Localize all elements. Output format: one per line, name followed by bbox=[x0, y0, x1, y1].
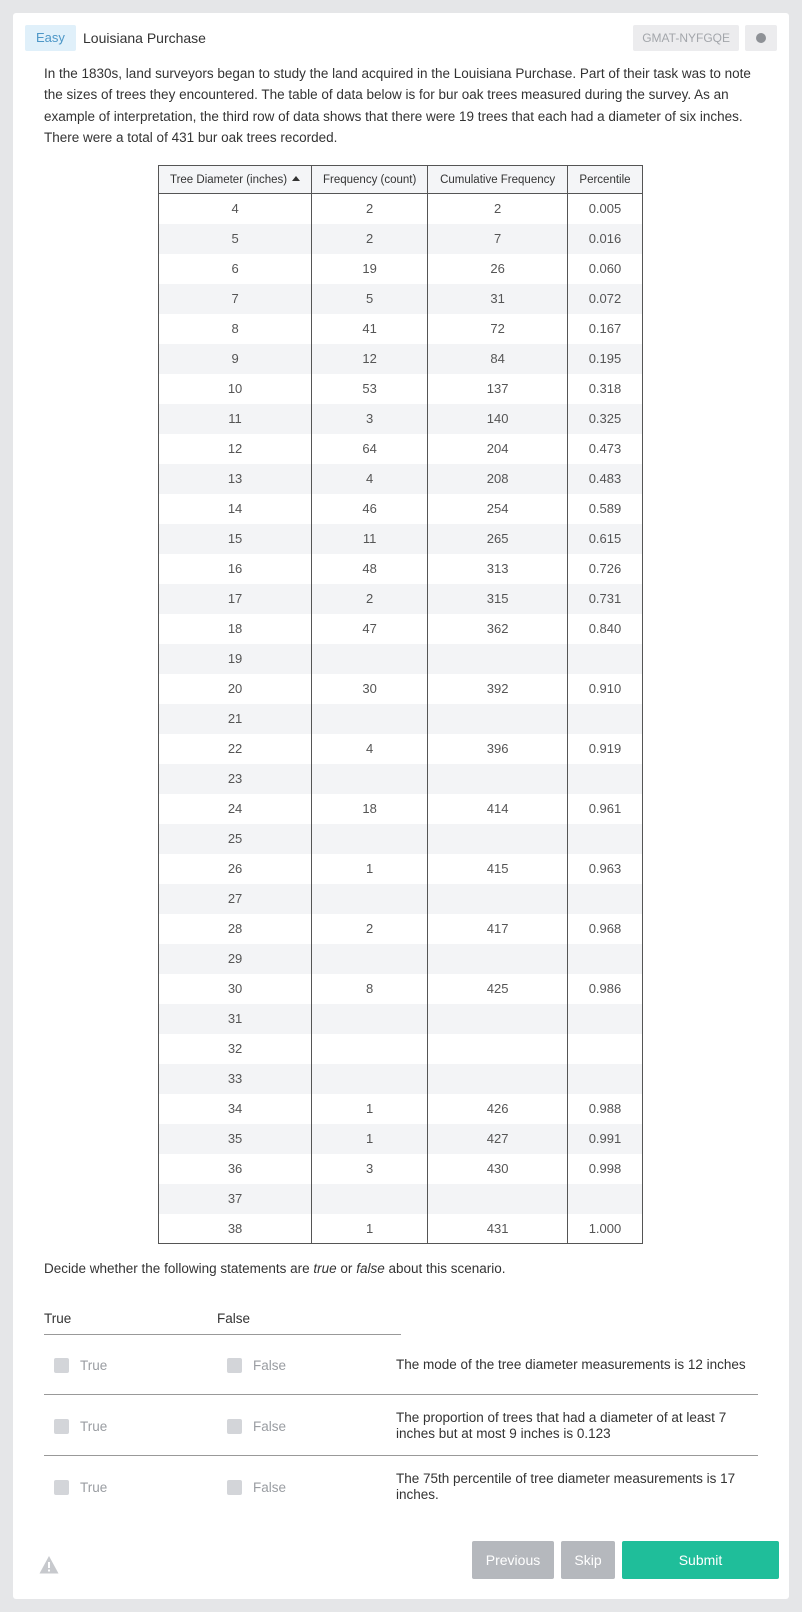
cell-frequency: 19 bbox=[312, 254, 428, 284]
cell-percentile: 0.016 bbox=[567, 224, 642, 254]
table-row bbox=[159, 794, 643, 824]
cell-percentile bbox=[567, 824, 642, 854]
cell-frequency: 1 bbox=[312, 854, 428, 884]
cell-diameter: 37 bbox=[159, 1184, 312, 1214]
cell-cumulative: 315 bbox=[428, 584, 568, 614]
cell-diameter: 19 bbox=[159, 644, 312, 674]
column-header-percentile[interactable]: Percentile bbox=[567, 166, 642, 194]
true-checkbox[interactable] bbox=[54, 1358, 69, 1373]
cell-diameter: 34 bbox=[159, 1094, 312, 1124]
cell-diameter: 27 bbox=[159, 884, 312, 914]
cell-cumulative bbox=[428, 704, 568, 734]
cell-diameter: 9 bbox=[159, 344, 312, 374]
sort-ascending-icon bbox=[292, 176, 300, 181]
cell-diameter: 29 bbox=[159, 944, 312, 974]
cell-percentile: 0.986 bbox=[567, 974, 642, 1004]
false-option[interactable]: False bbox=[227, 1335, 286, 1395]
false-checkbox[interactable] bbox=[227, 1419, 242, 1434]
cell-cumulative bbox=[428, 824, 568, 854]
cell-percentile: 1.000 bbox=[567, 1214, 642, 1244]
cell-frequency bbox=[312, 704, 428, 734]
table-row bbox=[159, 1094, 643, 1124]
cell-diameter: 12 bbox=[159, 434, 312, 464]
table-row bbox=[159, 404, 643, 434]
cell-diameter: 24 bbox=[159, 794, 312, 824]
cell-frequency: 4 bbox=[312, 464, 428, 494]
cell-frequency: 18 bbox=[312, 794, 428, 824]
cell-percentile: 0.988 bbox=[567, 1094, 642, 1124]
false-option[interactable]: False bbox=[227, 1396, 286, 1456]
cell-cumulative bbox=[428, 884, 568, 914]
cell-percentile: 0.589 bbox=[567, 494, 642, 524]
cell-frequency: 3 bbox=[312, 404, 428, 434]
cell-percentile: 0.195 bbox=[567, 344, 642, 374]
cell-frequency: 53 bbox=[312, 374, 428, 404]
cell-cumulative bbox=[428, 1004, 568, 1034]
cell-cumulative: 84 bbox=[428, 344, 568, 374]
cell-diameter: 21 bbox=[159, 704, 312, 734]
cell-cumulative: 137 bbox=[428, 374, 568, 404]
cell-percentile: 0.005 bbox=[567, 194, 642, 224]
cell-frequency bbox=[312, 764, 428, 794]
cell-percentile: 0.963 bbox=[567, 854, 642, 884]
skip-button[interactable]: Skip bbox=[561, 1541, 615, 1579]
cell-frequency: 2 bbox=[312, 914, 428, 944]
table-row bbox=[159, 374, 643, 404]
cell-cumulative bbox=[428, 944, 568, 974]
table-row bbox=[159, 974, 643, 1004]
cell-cumulative: 431 bbox=[428, 1214, 568, 1244]
cell-percentile: 0.840 bbox=[567, 614, 642, 644]
cell-frequency: 11 bbox=[312, 524, 428, 554]
cell-frequency bbox=[312, 824, 428, 854]
cell-percentile: 0.325 bbox=[567, 404, 642, 434]
cell-frequency: 2 bbox=[312, 224, 428, 254]
cell-cumulative bbox=[428, 764, 568, 794]
table-row bbox=[159, 764, 643, 794]
table-row bbox=[159, 344, 643, 374]
cell-cumulative: 313 bbox=[428, 554, 568, 584]
cell-diameter: 17 bbox=[159, 584, 312, 614]
cell-diameter: 35 bbox=[159, 1124, 312, 1154]
cell-cumulative: 2 bbox=[428, 194, 568, 224]
table-body bbox=[159, 194, 643, 1244]
statement-row bbox=[44, 1396, 758, 1456]
cell-diameter: 20 bbox=[159, 674, 312, 704]
cell-cumulative: 396 bbox=[428, 734, 568, 764]
submit-button[interactable]: Submit bbox=[622, 1541, 779, 1579]
difficulty-badge: Easy bbox=[25, 25, 76, 51]
cell-frequency: 1 bbox=[312, 1214, 428, 1244]
table-row bbox=[159, 1004, 643, 1034]
cell-diameter: 5 bbox=[159, 224, 312, 254]
question-card bbox=[13, 13, 789, 1599]
cell-frequency: 2 bbox=[312, 194, 428, 224]
true-option[interactable]: True bbox=[54, 1457, 107, 1517]
cell-diameter: 14 bbox=[159, 494, 312, 524]
cell-percentile: 0.473 bbox=[567, 434, 642, 464]
question-code-badge[interactable]: GMAT-NYFGQE bbox=[633, 25, 739, 51]
cell-cumulative bbox=[428, 1064, 568, 1094]
cell-frequency: 64 bbox=[312, 434, 428, 464]
table-row bbox=[159, 254, 643, 284]
status-dot-button[interactable] bbox=[745, 25, 777, 51]
true-option[interactable]: True bbox=[54, 1396, 107, 1456]
table-row bbox=[159, 614, 643, 644]
true-option[interactable]: True bbox=[54, 1335, 107, 1395]
cell-diameter: 33 bbox=[159, 1064, 312, 1094]
cell-diameter: 26 bbox=[159, 854, 312, 884]
cell-cumulative: 265 bbox=[428, 524, 568, 554]
cell-percentile: 0.318 bbox=[567, 374, 642, 404]
cell-percentile: 0.726 bbox=[567, 554, 642, 584]
cell-diameter: 10 bbox=[159, 374, 312, 404]
cell-frequency: 1 bbox=[312, 1124, 428, 1154]
cell-cumulative: 254 bbox=[428, 494, 568, 524]
cell-percentile bbox=[567, 1034, 642, 1064]
cell-cumulative: 7 bbox=[428, 224, 568, 254]
warning-icon[interactable] bbox=[39, 1555, 59, 1575]
cell-cumulative bbox=[428, 1184, 568, 1214]
cell-diameter: 28 bbox=[159, 914, 312, 944]
cell-cumulative: 392 bbox=[428, 674, 568, 704]
table-row bbox=[159, 554, 643, 584]
cell-diameter: 31 bbox=[159, 1004, 312, 1034]
cell-frequency: 8 bbox=[312, 974, 428, 1004]
table-row bbox=[159, 884, 643, 914]
cell-frequency: 4 bbox=[312, 734, 428, 764]
cell-frequency: 2 bbox=[312, 584, 428, 614]
column-header-diameter[interactable]: Tree Diameter (inches) bbox=[159, 166, 312, 194]
false-checkbox[interactable] bbox=[227, 1480, 242, 1495]
true-checkbox[interactable] bbox=[54, 1480, 69, 1495]
false-option[interactable]: False bbox=[227, 1457, 286, 1517]
cell-percentile: 0.483 bbox=[567, 464, 642, 494]
cell-cumulative bbox=[428, 1034, 568, 1064]
table-row bbox=[159, 524, 643, 554]
cell-cumulative: 362 bbox=[428, 614, 568, 644]
table-header-row bbox=[159, 166, 643, 194]
cell-percentile bbox=[567, 884, 642, 914]
statement-row bbox=[44, 1457, 758, 1517]
table-row bbox=[159, 494, 643, 524]
cell-diameter: 11 bbox=[159, 404, 312, 434]
cell-diameter: 8 bbox=[159, 314, 312, 344]
cell-cumulative bbox=[428, 644, 568, 674]
table-row bbox=[159, 1214, 643, 1244]
cell-cumulative: 427 bbox=[428, 1124, 568, 1154]
cell-cumulative: 72 bbox=[428, 314, 568, 344]
question-header bbox=[25, 25, 777, 53]
statement-text: The mode of the tree diameter measurements is 12 inches bbox=[396, 1357, 746, 1372]
cell-percentile bbox=[567, 644, 642, 674]
table-row bbox=[159, 434, 643, 464]
true-checkbox[interactable] bbox=[54, 1419, 69, 1434]
cell-frequency: 46 bbox=[312, 494, 428, 524]
cell-frequency: 47 bbox=[312, 614, 428, 644]
question-stem: In the 1830s, land surveyors began to study the land acquired in the Louisiana Purchase. Part of their task was to note the sizes of trees they encountered. The table of data below is for bur oak trees measured during the survey. As an example of interpretation, the third row of data shows that there were 19 trees that each had a diameter of six inches. There were a total of 431 bur oak trees recorded. bbox=[44, 66, 751, 145]
cell-cumulative: 426 bbox=[428, 1094, 568, 1124]
statement-text: The proportion of trees that had a diameter of at least 7 inches but at most 9 inches is 0.123 bbox=[396, 1410, 727, 1441]
column-header-frequency[interactable]: Frequency (count) bbox=[312, 166, 428, 194]
cell-percentile: 0.991 bbox=[567, 1124, 642, 1154]
cell-diameter: 36 bbox=[159, 1154, 312, 1184]
cell-percentile: 0.060 bbox=[567, 254, 642, 284]
previous-button[interactable]: Previous bbox=[472, 1541, 554, 1579]
statement-text: The 75th percentile of tree diameter measurements is 17 inches. bbox=[396, 1471, 736, 1502]
cell-frequency: 30 bbox=[312, 674, 428, 704]
table-row bbox=[159, 854, 643, 884]
cell-percentile bbox=[567, 1004, 642, 1034]
cell-frequency bbox=[312, 1184, 428, 1214]
table-row bbox=[159, 584, 643, 614]
cell-cumulative: 417 bbox=[428, 914, 568, 944]
cell-percentile bbox=[567, 764, 642, 794]
cell-percentile: 0.731 bbox=[567, 584, 642, 614]
cell-frequency bbox=[312, 1034, 428, 1064]
table-row bbox=[159, 824, 643, 854]
cell-diameter: 16 bbox=[159, 554, 312, 584]
cell-cumulative: 204 bbox=[428, 434, 568, 464]
column-header-cumulative[interactable]: Cumulative Frequency bbox=[428, 166, 568, 194]
table-row bbox=[159, 944, 643, 974]
cell-diameter: 13 bbox=[159, 464, 312, 494]
cell-diameter: 7 bbox=[159, 284, 312, 314]
table-row bbox=[159, 644, 643, 674]
false-checkbox[interactable] bbox=[227, 1358, 242, 1373]
table-row bbox=[159, 284, 643, 314]
cell-percentile: 0.072 bbox=[567, 284, 642, 314]
cell-frequency: 48 bbox=[312, 554, 428, 584]
cell-percentile bbox=[567, 944, 642, 974]
cell-percentile: 0.919 bbox=[567, 734, 642, 764]
data-table bbox=[158, 165, 643, 1244]
table-row bbox=[159, 464, 643, 494]
cell-frequency: 1 bbox=[312, 1094, 428, 1124]
cell-frequency bbox=[312, 944, 428, 974]
false-column-header: False bbox=[217, 1311, 251, 1326]
table-row bbox=[159, 1124, 643, 1154]
cell-diameter: 15 bbox=[159, 524, 312, 554]
dot-icon bbox=[756, 33, 766, 43]
question-title: Louisiana Purchase bbox=[83, 30, 206, 46]
cell-diameter: 18 bbox=[159, 614, 312, 644]
cell-percentile: 0.167 bbox=[567, 314, 642, 344]
table-row bbox=[159, 704, 643, 734]
cell-frequency bbox=[312, 644, 428, 674]
table-row bbox=[159, 914, 643, 944]
cell-cumulative: 140 bbox=[428, 404, 568, 434]
instruction-text: Decide whether the following statements are true or false about this scenario. bbox=[44, 1261, 506, 1276]
cell-frequency bbox=[312, 1004, 428, 1034]
table-row bbox=[159, 1064, 643, 1094]
cell-diameter: 22 bbox=[159, 734, 312, 764]
cell-percentile: 0.910 bbox=[567, 674, 642, 704]
cell-diameter: 32 bbox=[159, 1034, 312, 1064]
cell-diameter: 23 bbox=[159, 764, 312, 794]
cell-diameter: 6 bbox=[159, 254, 312, 284]
table-row bbox=[159, 194, 643, 224]
cell-diameter: 25 bbox=[159, 824, 312, 854]
table-row bbox=[159, 314, 643, 344]
cell-frequency bbox=[312, 884, 428, 914]
true-column-header: True bbox=[44, 1311, 72, 1326]
table-row bbox=[159, 224, 643, 254]
table-row bbox=[159, 734, 643, 764]
cell-frequency: 3 bbox=[312, 1154, 428, 1184]
cell-percentile: 0.961 bbox=[567, 794, 642, 824]
cell-diameter: 38 bbox=[159, 1214, 312, 1244]
cell-cumulative: 414 bbox=[428, 794, 568, 824]
cell-cumulative: 430 bbox=[428, 1154, 568, 1184]
cell-cumulative: 425 bbox=[428, 974, 568, 1004]
cell-cumulative: 415 bbox=[428, 854, 568, 884]
cell-diameter: 30 bbox=[159, 974, 312, 1004]
cell-percentile bbox=[567, 1184, 642, 1214]
cell-frequency: 5 bbox=[312, 284, 428, 314]
table-row bbox=[159, 674, 643, 704]
cell-cumulative: 26 bbox=[428, 254, 568, 284]
cell-percentile: 0.998 bbox=[567, 1154, 642, 1184]
table-row bbox=[159, 1154, 643, 1184]
cell-frequency: 41 bbox=[312, 314, 428, 344]
table-row bbox=[159, 1034, 643, 1064]
cell-frequency: 12 bbox=[312, 344, 428, 374]
cell-cumulative: 31 bbox=[428, 284, 568, 314]
cell-diameter: 4 bbox=[159, 194, 312, 224]
table-row bbox=[159, 1184, 643, 1214]
cell-frequency bbox=[312, 1064, 428, 1094]
cell-percentile bbox=[567, 1064, 642, 1094]
statement-row bbox=[44, 1335, 758, 1395]
cell-percentile bbox=[567, 704, 642, 734]
cell-cumulative: 208 bbox=[428, 464, 568, 494]
cell-percentile: 0.968 bbox=[567, 914, 642, 944]
cell-percentile: 0.615 bbox=[567, 524, 642, 554]
